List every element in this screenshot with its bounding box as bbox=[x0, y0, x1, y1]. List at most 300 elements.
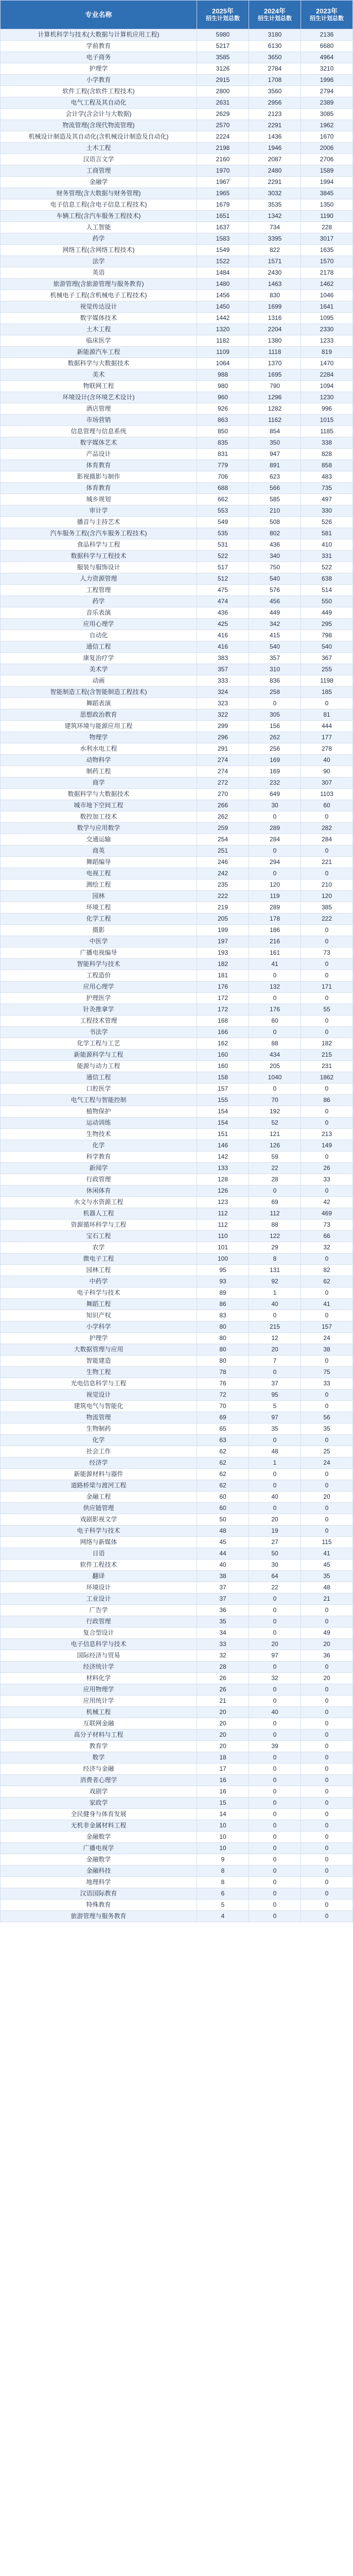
table-row bbox=[1, 1480, 353, 1492]
plan-2023-cell: 330 bbox=[301, 505, 353, 517]
plan-2023-cell: 0 bbox=[301, 845, 353, 857]
plan-2023-cell: 35 bbox=[301, 1571, 353, 1582]
plan-2024-cell: 12 bbox=[249, 1333, 301, 1344]
table-row bbox=[1, 585, 353, 596]
plan-2023-cell: 483 bbox=[301, 471, 353, 483]
plan-2023-cell: 0 bbox=[301, 1503, 353, 1514]
plan-2023-cell: 1190 bbox=[301, 211, 353, 222]
major-name-cell: 经济与金融 bbox=[1, 1764, 197, 1775]
plan-2025-cell: 357 bbox=[197, 664, 249, 675]
major-name-cell: 影视摄影与制作 bbox=[1, 471, 197, 483]
plan-2023-cell: 20 bbox=[301, 1673, 353, 1684]
plan-2024-cell: 126 bbox=[249, 1140, 301, 1151]
plan-2025-cell: 1182 bbox=[197, 335, 249, 347]
table-row bbox=[1, 120, 353, 131]
plan-2025-cell: 688 bbox=[197, 483, 249, 494]
plan-2025-cell: 1637 bbox=[197, 222, 249, 233]
plan-2024-cell: 1436 bbox=[249, 131, 301, 143]
table-row bbox=[1, 471, 353, 483]
table-row bbox=[1, 1253, 353, 1265]
plan-2024-cell: 0 bbox=[249, 845, 301, 857]
table-row bbox=[1, 981, 353, 993]
major-name-cell: 舞蹈工程 bbox=[1, 1299, 197, 1310]
plan-2024-cell: 434 bbox=[249, 1049, 301, 1061]
plan-2024-cell: 3650 bbox=[249, 52, 301, 63]
table-row bbox=[1, 1265, 353, 1276]
table-row bbox=[1, 1503, 353, 1514]
major-name-cell: 电子商务 bbox=[1, 52, 197, 63]
table-row bbox=[1, 970, 353, 981]
table-row bbox=[1, 1650, 353, 1662]
plan-2025-cell: 80 bbox=[197, 1321, 249, 1333]
plan-2023-cell: 798 bbox=[301, 630, 353, 641]
plan-2024-cell: 29 bbox=[249, 1242, 301, 1253]
plan-2025-cell: 416 bbox=[197, 641, 249, 653]
plan-2023-cell: 338 bbox=[301, 437, 353, 449]
plan-2024-subtitle: 招生计划总数 bbox=[258, 15, 292, 22]
plan-2023-cell: 3845 bbox=[301, 188, 353, 199]
plan-2023-cell: 0 bbox=[301, 1526, 353, 1537]
major-name-cell: 物理学 bbox=[1, 732, 197, 743]
major-name-cell: 工程技术管理 bbox=[1, 1015, 197, 1027]
table-row bbox=[1, 1888, 353, 1900]
plan-2025-cell: 62 bbox=[197, 1446, 249, 1458]
major-name-cell: 人力资源管理 bbox=[1, 573, 197, 585]
major-name-cell: 针灸推拿学 bbox=[1, 1004, 197, 1015]
major-name-cell: 车辆工程(含汽车服务工程技术) bbox=[1, 211, 197, 222]
plan-2024-cell: 37 bbox=[249, 1378, 301, 1389]
plan-2025-cell: 160 bbox=[197, 1049, 249, 1061]
table-row bbox=[1, 165, 353, 177]
table-row bbox=[1, 1832, 353, 1843]
major-name-cell: 特殊教育 bbox=[1, 1900, 197, 1911]
plan-2023-cell: 20 bbox=[301, 1492, 353, 1503]
plan-2025-cell: 205 bbox=[197, 913, 249, 925]
plan-2025-cell: 154 bbox=[197, 1106, 249, 1117]
major-name-cell: 汉语言文学 bbox=[1, 154, 197, 165]
table-row bbox=[1, 245, 353, 256]
major-name-cell: 舞蹈表演 bbox=[1, 698, 197, 709]
plan-2024-cell: 169 bbox=[249, 755, 301, 766]
table-row bbox=[1, 709, 353, 721]
plan-2023-cell: 1046 bbox=[301, 290, 353, 301]
plan-2024-cell: 310 bbox=[249, 664, 301, 675]
plan-2025-cell: 38 bbox=[197, 1571, 249, 1582]
plan-2024-cell: 2291 bbox=[249, 177, 301, 188]
table-row bbox=[1, 483, 353, 494]
plan-2023-cell: 41 bbox=[301, 1548, 353, 1560]
plan-2023-cell: 33 bbox=[301, 1174, 353, 1185]
plan-2024-cell: 0 bbox=[249, 1503, 301, 1514]
plan-2024-cell: 0 bbox=[249, 1367, 301, 1378]
plan-2025-cell: 65 bbox=[197, 1423, 249, 1435]
major-name-cell: 旅游管理与服务教育 bbox=[1, 1911, 197, 1922]
table-row bbox=[1, 1798, 353, 1809]
table-row bbox=[1, 29, 353, 41]
table-row bbox=[1, 823, 353, 834]
plan-2024-cell: 112 bbox=[249, 1208, 301, 1219]
plan-2025-cell: 146 bbox=[197, 1140, 249, 1151]
plan-2025-cell: 166 bbox=[197, 1027, 249, 1038]
table-row bbox=[1, 494, 353, 505]
major-name-cell: 植物保护 bbox=[1, 1106, 197, 1117]
plan-2023-cell: 1570 bbox=[301, 256, 353, 267]
major-name-cell: 社会工作 bbox=[1, 1446, 197, 1458]
plan-2023-cell: 33 bbox=[301, 1378, 353, 1389]
table-row bbox=[1, 392, 353, 403]
plan-2024-cell: 210 bbox=[249, 505, 301, 517]
plan-2024-cell: 20 bbox=[249, 1514, 301, 1526]
plan-2023-cell: 581 bbox=[301, 528, 353, 539]
plan-2024-cell: 70 bbox=[249, 1095, 301, 1106]
plan-2023-cell: 35 bbox=[301, 1423, 353, 1435]
table-row bbox=[1, 1355, 353, 1367]
plan-2023-cell: 2136 bbox=[301, 29, 353, 41]
plan-2025-cell: 172 bbox=[197, 1004, 249, 1015]
plan-2023-cell: 0 bbox=[301, 1775, 353, 1786]
plan-2023-cell: 0 bbox=[301, 970, 353, 981]
plan-2023-cell: 1996 bbox=[301, 75, 353, 86]
plan-2025-cell: 162 bbox=[197, 1038, 249, 1049]
major-name-cell: 商英 bbox=[1, 845, 197, 857]
plan-2024-cell: 854 bbox=[249, 426, 301, 437]
plan-2025-cell: 549 bbox=[197, 517, 249, 528]
plan-2024-cell: 0 bbox=[249, 1764, 301, 1775]
plan-2025-cell: 1320 bbox=[197, 324, 249, 335]
plan-2025-cell: 86 bbox=[197, 1299, 249, 1310]
plan-2024-cell: 350 bbox=[249, 437, 301, 449]
plan-2023-cell: 0 bbox=[301, 1662, 353, 1673]
major-name-cell: 物流管理 bbox=[1, 1412, 197, 1423]
table-row bbox=[1, 324, 353, 335]
plan-2024-cell: 40 bbox=[249, 1707, 301, 1718]
plan-2024-header bbox=[249, 1, 301, 29]
plan-2023-cell: 0 bbox=[301, 925, 353, 936]
table-row bbox=[1, 1242, 353, 1253]
plan-2023-cell: 0 bbox=[301, 1730, 353, 1741]
plan-2023-cell: 2006 bbox=[301, 143, 353, 154]
major-name-cell: 应用物理学 bbox=[1, 1684, 197, 1696]
major-name-cell: 消费者心理学 bbox=[1, 1775, 197, 1786]
major-name-cell: 化学工程 bbox=[1, 913, 197, 925]
plan-2025-cell: 296 bbox=[197, 732, 249, 743]
table-row bbox=[1, 1446, 353, 1458]
major-name-cell: 土木工程 bbox=[1, 324, 197, 335]
major-name-cell: 新能源科学与工程 bbox=[1, 1049, 197, 1061]
plan-2024-cell: 1342 bbox=[249, 211, 301, 222]
table-row bbox=[1, 1117, 353, 1129]
major-name-cell: 学前教育 bbox=[1, 41, 197, 52]
major-name-cell: 电子信息科学与技术 bbox=[1, 1639, 197, 1650]
plan-2025-cell: 37 bbox=[197, 1594, 249, 1605]
table-row bbox=[1, 358, 353, 369]
table-row bbox=[1, 596, 353, 607]
plan-2023-cell: 45 bbox=[301, 1560, 353, 1571]
plan-2025-cell: 5980 bbox=[197, 29, 249, 41]
plan-2025-cell: 1484 bbox=[197, 267, 249, 279]
plan-2023-cell: 1233 bbox=[301, 335, 353, 347]
table-header-row bbox=[1, 1, 353, 29]
plan-2025-cell: 272 bbox=[197, 777, 249, 789]
plan-2024-cell: 232 bbox=[249, 777, 301, 789]
plan-2023-cell: 210 bbox=[301, 879, 353, 891]
major-name-cell: 旅游管理(含旅游管理与服务教育) bbox=[1, 279, 197, 290]
plan-2023-cell: 367 bbox=[301, 653, 353, 664]
table-row bbox=[1, 1004, 353, 1015]
plan-2024-cell: 28 bbox=[249, 1174, 301, 1185]
major-name-cell: 测绘工程 bbox=[1, 879, 197, 891]
table-row bbox=[1, 664, 353, 675]
major-name-cell: 交通运输 bbox=[1, 834, 197, 845]
plan-2023-cell: 21 bbox=[301, 1594, 353, 1605]
plan-2025-cell: 70 bbox=[197, 1401, 249, 1412]
major-name-cell: 商学 bbox=[1, 777, 197, 789]
plan-2025-cell: 831 bbox=[197, 449, 249, 460]
plan-2023-cell: 331 bbox=[301, 551, 353, 562]
major-name-cell: 产品设计 bbox=[1, 449, 197, 460]
major-name-cell: 广播电视编导 bbox=[1, 947, 197, 959]
table-row bbox=[1, 1537, 353, 1548]
major-name-cell: 英语 bbox=[1, 267, 197, 279]
plan-2025-cell: 383 bbox=[197, 653, 249, 664]
plan-2024-cell: 2956 bbox=[249, 97, 301, 109]
table-row bbox=[1, 109, 353, 120]
plan-2025-cell: 45 bbox=[197, 1537, 249, 1548]
plan-2024-cell: 3535 bbox=[249, 199, 301, 211]
plan-2024-cell: 120 bbox=[249, 879, 301, 891]
plan-2025-cell: 246 bbox=[197, 857, 249, 868]
plan-2024-cell: 95 bbox=[249, 1389, 301, 1401]
table-row bbox=[1, 743, 353, 755]
plan-2023-cell: 3085 bbox=[301, 109, 353, 120]
major-name-cell: 食品科学与工程 bbox=[1, 539, 197, 551]
plan-2024-cell: 1316 bbox=[249, 313, 301, 324]
table-row bbox=[1, 551, 353, 562]
table-row bbox=[1, 1843, 353, 1854]
plan-2023-cell: 1095 bbox=[301, 313, 353, 324]
plan-2025-cell: 95 bbox=[197, 1265, 249, 1276]
plan-2024-cell: 256 bbox=[249, 743, 301, 755]
major-name-cell: 电子科学与技术 bbox=[1, 1287, 197, 1299]
plan-2023-cell: 1962 bbox=[301, 120, 353, 131]
plan-2025-cell: 62 bbox=[197, 1469, 249, 1480]
major-name-cell: 康复治疗学 bbox=[1, 653, 197, 664]
table-row bbox=[1, 1605, 353, 1616]
plan-2023-cell: 75 bbox=[301, 1367, 353, 1378]
plan-2024-cell: 415 bbox=[249, 630, 301, 641]
plan-2025-cell: 78 bbox=[197, 1367, 249, 1378]
table-row bbox=[1, 301, 353, 313]
plan-2023-cell: 469 bbox=[301, 1208, 353, 1219]
plan-2024-cell: 0 bbox=[249, 1798, 301, 1809]
plan-2024-cell: 0 bbox=[249, 1900, 301, 1911]
plan-2024-cell: 40 bbox=[249, 1299, 301, 1310]
plan-2024-cell: 30 bbox=[249, 1560, 301, 1571]
plan-2025-cell: 251 bbox=[197, 845, 249, 857]
plan-2024-cell: 97 bbox=[249, 1412, 301, 1423]
plan-2025-subtitle: 招生计划总数 bbox=[206, 15, 240, 22]
plan-2023-cell: 73 bbox=[301, 947, 353, 959]
plan-2024-cell: 0 bbox=[249, 993, 301, 1004]
plan-2024-cell: 2291 bbox=[249, 120, 301, 131]
table-row bbox=[1, 267, 353, 279]
plan-2023-cell: 0 bbox=[301, 1106, 353, 1117]
plan-2023-cell: 307 bbox=[301, 777, 353, 789]
table-row bbox=[1, 415, 353, 426]
plan-2024-cell: 3395 bbox=[249, 233, 301, 245]
plan-2025-cell: 80 bbox=[197, 1333, 249, 1344]
table-row bbox=[1, 1310, 353, 1321]
major-name-cell: 日语 bbox=[1, 1548, 197, 1560]
plan-2023-cell: 86 bbox=[301, 1095, 353, 1106]
plan-2025-cell: 199 bbox=[197, 925, 249, 936]
plan-2025-cell: 133 bbox=[197, 1163, 249, 1174]
table-row bbox=[1, 369, 353, 381]
plan-2023-cell: 0 bbox=[301, 868, 353, 879]
major-name-cell: 护理学 bbox=[1, 1333, 197, 1344]
plan-2023-cell: 514 bbox=[301, 585, 353, 596]
plan-2025-year: 2025年 bbox=[212, 7, 234, 15]
plan-2024-cell: 1708 bbox=[249, 75, 301, 86]
plan-2023-cell: 0 bbox=[301, 1764, 353, 1775]
plan-2023-cell: 1185 bbox=[301, 426, 353, 437]
table-row bbox=[1, 1514, 353, 1526]
plan-2023-cell: 185 bbox=[301, 687, 353, 698]
major-name-cell: 小学教育 bbox=[1, 75, 197, 86]
table-row bbox=[1, 653, 353, 664]
plan-2023-cell: 540 bbox=[301, 641, 353, 653]
plan-2023-cell: 2794 bbox=[301, 86, 353, 97]
plan-2023-cell: 0 bbox=[301, 698, 353, 709]
major-name-cell: 智能建造 bbox=[1, 1355, 197, 1367]
table-row bbox=[1, 426, 353, 437]
plan-2023-cell: 41 bbox=[301, 1299, 353, 1310]
plan-2023-cell: 2389 bbox=[301, 97, 353, 109]
table-row bbox=[1, 131, 353, 143]
plan-2024-cell: 0 bbox=[249, 1730, 301, 1741]
plan-2024-cell: 1946 bbox=[249, 143, 301, 154]
plan-2024-cell: 215 bbox=[249, 1321, 301, 1333]
major-name-cell: 应用心理学 bbox=[1, 981, 197, 993]
major-name-cell: 数字媒体艺术 bbox=[1, 437, 197, 449]
plan-2023-cell: 56 bbox=[301, 1412, 353, 1423]
plan-2024-cell: 1699 bbox=[249, 301, 301, 313]
plan-2024-cell: 342 bbox=[249, 619, 301, 630]
plan-2025-cell: 270 bbox=[197, 789, 249, 800]
table-row bbox=[1, 1412, 353, 1423]
plan-2025-cell: 17 bbox=[197, 1764, 249, 1775]
major-name-cell: 药学 bbox=[1, 596, 197, 607]
table-row bbox=[1, 1458, 353, 1469]
major-name-cell: 工程造价 bbox=[1, 970, 197, 981]
plan-2023-cell: 449 bbox=[301, 607, 353, 619]
table-row bbox=[1, 1401, 353, 1412]
major-name-cell: 园林 bbox=[1, 891, 197, 902]
plan-2024-cell: 1380 bbox=[249, 335, 301, 347]
plan-2024-cell: 59 bbox=[249, 1151, 301, 1163]
plan-2025-cell: 172 bbox=[197, 993, 249, 1004]
plan-2023-cell: 115 bbox=[301, 1537, 353, 1548]
plan-2025-cell: 151 bbox=[197, 1129, 249, 1140]
plan-2025-cell: 44 bbox=[197, 1548, 249, 1560]
major-name-cell: 数据科学与工程技术 bbox=[1, 551, 197, 562]
major-name-cell: 法学 bbox=[1, 256, 197, 267]
plan-2025-cell: 474 bbox=[197, 596, 249, 607]
plan-2024-cell: 7 bbox=[249, 1355, 301, 1367]
plan-2025-cell: 1651 bbox=[197, 211, 249, 222]
plan-2024-cell: 802 bbox=[249, 528, 301, 539]
plan-2023-cell: 222 bbox=[301, 913, 353, 925]
plan-2023-cell: 735 bbox=[301, 483, 353, 494]
plan-2025-cell: 323 bbox=[197, 698, 249, 709]
plan-2024-cell: 0 bbox=[249, 1752, 301, 1764]
plan-2025-cell: 1456 bbox=[197, 290, 249, 301]
table-row bbox=[1, 1673, 353, 1684]
plan-2023-cell: 0 bbox=[301, 1798, 353, 1809]
plan-2023-cell: 213 bbox=[301, 1129, 353, 1140]
table-row bbox=[1, 698, 353, 709]
plan-2023-cell: 0 bbox=[301, 1469, 353, 1480]
table-row bbox=[1, 1231, 353, 1242]
plan-2024-cell: 0 bbox=[249, 868, 301, 879]
plan-2025-cell: 14 bbox=[197, 1809, 249, 1820]
major-name-cell: 工业设计 bbox=[1, 1594, 197, 1605]
table-row bbox=[1, 1718, 353, 1730]
plan-2024-cell: 0 bbox=[249, 1786, 301, 1798]
plan-2025-cell: 274 bbox=[197, 755, 249, 766]
plan-2025-cell: 21 bbox=[197, 1696, 249, 1707]
plan-2024-cell: 186 bbox=[249, 925, 301, 936]
table-row bbox=[1, 1582, 353, 1594]
plan-2023-cell: 0 bbox=[301, 1900, 353, 1911]
plan-2023-year: 2023年 bbox=[316, 7, 338, 15]
plan-2023-cell: 1670 bbox=[301, 131, 353, 143]
table-row bbox=[1, 1492, 353, 1503]
major-name-cell: 道路桥梁与渡河工程 bbox=[1, 1480, 197, 1492]
major-name-cell: 行政管理 bbox=[1, 1616, 197, 1628]
major-name-cell: 金融数学 bbox=[1, 1854, 197, 1866]
plan-2024-cell: 2784 bbox=[249, 63, 301, 75]
plan-2024-cell: 97 bbox=[249, 1650, 301, 1662]
table-row bbox=[1, 347, 353, 358]
plan-2023-cell: 0 bbox=[301, 1718, 353, 1730]
table-row bbox=[1, 1741, 353, 1752]
plan-2023-cell: 0 bbox=[301, 1696, 353, 1707]
plan-2025-cell: 35 bbox=[197, 1616, 249, 1628]
table-row bbox=[1, 1854, 353, 1866]
table-row bbox=[1, 1083, 353, 1095]
plan-2024-cell: 294 bbox=[249, 857, 301, 868]
table-row bbox=[1, 437, 353, 449]
table-row bbox=[1, 879, 353, 891]
plan-2025-cell: 266 bbox=[197, 800, 249, 811]
major-name-cell: 全民健身与体育发展 bbox=[1, 1809, 197, 1820]
plan-2024-cell: 121 bbox=[249, 1129, 301, 1140]
plan-2023-cell: 32 bbox=[301, 1242, 353, 1253]
major-name-cell: 水利水电工程 bbox=[1, 743, 197, 755]
plan-2024-cell: 88 bbox=[249, 1219, 301, 1231]
plan-2023-cell: 278 bbox=[301, 743, 353, 755]
plan-2023-cell: 996 bbox=[301, 403, 353, 415]
table-row bbox=[1, 1628, 353, 1639]
plan-2024-cell: 456 bbox=[249, 596, 301, 607]
table-row bbox=[1, 811, 353, 823]
plan-2025-cell: 324 bbox=[197, 687, 249, 698]
major-name-cell: 计算机科学与技术(大数据与计算机应用工程) bbox=[1, 29, 197, 41]
plan-2025-cell: 36 bbox=[197, 1605, 249, 1616]
plan-2024-cell: 0 bbox=[249, 1809, 301, 1820]
plan-2023-cell: 25 bbox=[301, 1446, 353, 1458]
